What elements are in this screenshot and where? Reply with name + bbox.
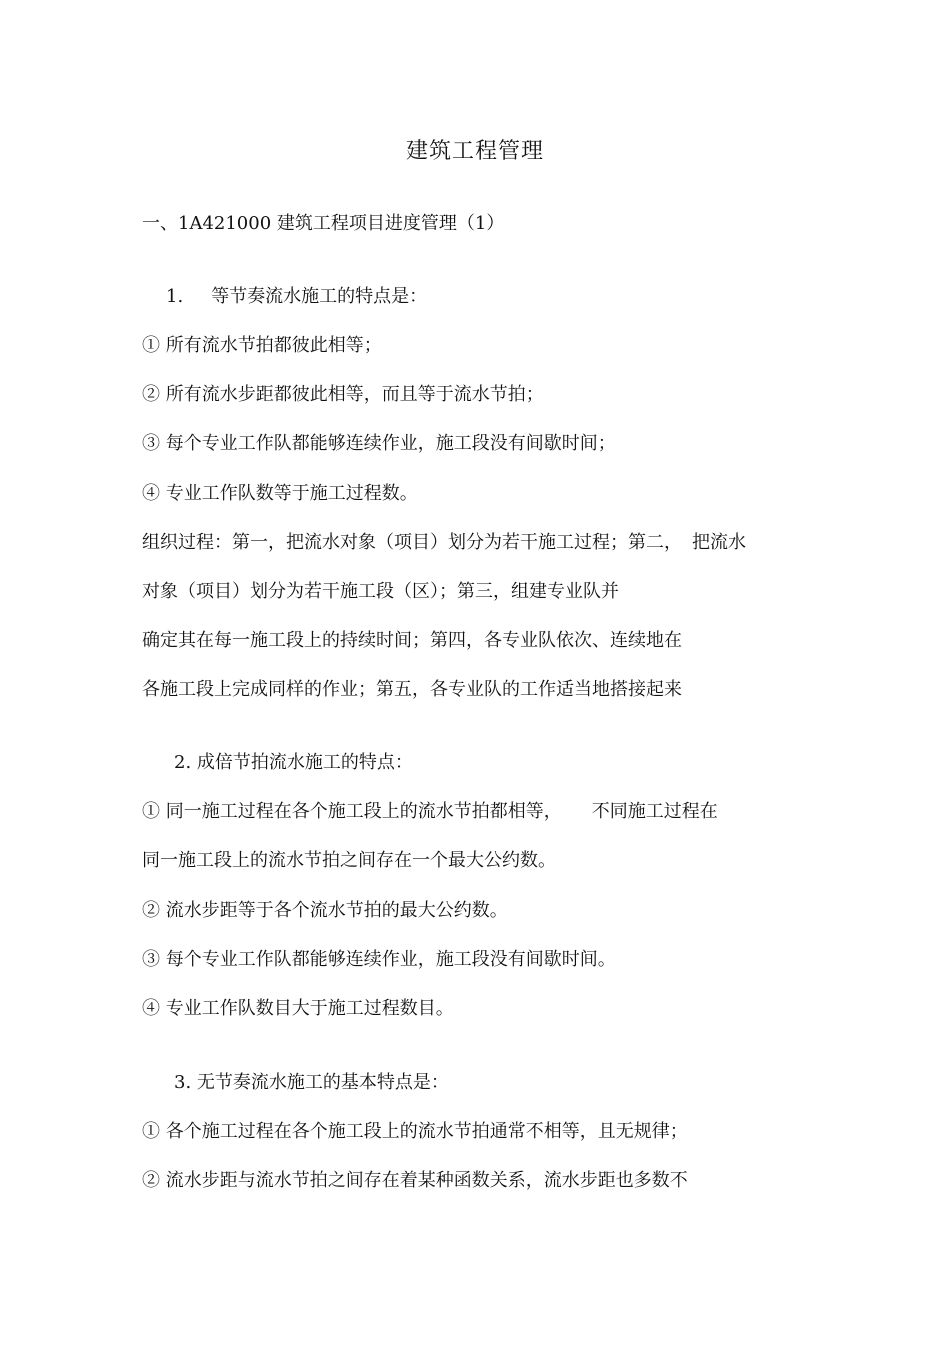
organization-line-1-part-2: 把流水 <box>692 532 746 553</box>
organization-line-1-part-1: 组织过程：第一，把流水对象（项目）划分为若干施工过程；第二， <box>142 532 682 553</box>
item3-heading: 3. 无节奏流水施工的基本特点是： <box>174 1072 449 1093</box>
item2-point-1-part-2: 不同施工过程在 <box>591 801 718 822</box>
item2-point-2: ② 流水步距等于各个流水节拍的最大公约数。 <box>142 900 508 921</box>
item1-organization-line-2: 对象（项目）划分为若干施工段（区）；第三，组建专业队并 <box>142 581 619 602</box>
item2-point-4: ④ 专业工作队数目大于施工过程数目。 <box>142 998 454 1019</box>
item1-organization-line-3: 确定其在每一施工段上的持续时间；第四，各专业队依次、连续地在 <box>142 630 682 651</box>
item1-point-2: ② 所有流水步距都彼此相等，而且等于流水节拍； <box>142 384 544 405</box>
item1-heading <box>166 283 427 311</box>
item1-organization-line-1 <box>142 529 746 557</box>
document-title: 建筑工程管理 <box>405 139 544 164</box>
item1-point-1: ① 所有流水节拍都彼此相等； <box>142 335 382 356</box>
item1-heading-text: 等节奏流水施工的特点是： <box>211 286 428 307</box>
item3-point-1: ① 各个施工过程在各个施工段上的流水节拍通常不相等，且无规律； <box>142 1121 688 1142</box>
item3-point-2: ② 流水步距与流水节拍之间存在着某种函数关系，流水步距也多数不 <box>142 1170 688 1191</box>
item1-heading-number: 1. <box>166 286 184 307</box>
section-heading: 一、1A421000 建筑工程项目进度管理（1） <box>142 213 505 234</box>
item2-point-3: ③ 每个专业工作队都能够连续作业，施工段没有间歇时间。 <box>142 949 616 970</box>
item2-heading: 2. 成倍节拍流水施工的特点： <box>174 752 413 773</box>
item2-point-1 <box>142 798 718 826</box>
item2-point-1-part-1: ① 同一施工过程在各个施工段上的流水节拍都相等， <box>142 801 562 822</box>
item1-organization-line-4: 各施工段上完成同样的作业；第五，各专业队的工作适当地搭接起来 <box>142 679 682 700</box>
item1-point-4: ④ 专业工作队数等于施工过程数。 <box>142 483 418 504</box>
item1-point-3: ③ 每个专业工作队都能够连续作业，施工段没有间歇时间； <box>142 433 616 454</box>
item2-point-1-continued: 同一施工段上的流水节拍之间存在一个最大公约数。 <box>142 850 556 871</box>
